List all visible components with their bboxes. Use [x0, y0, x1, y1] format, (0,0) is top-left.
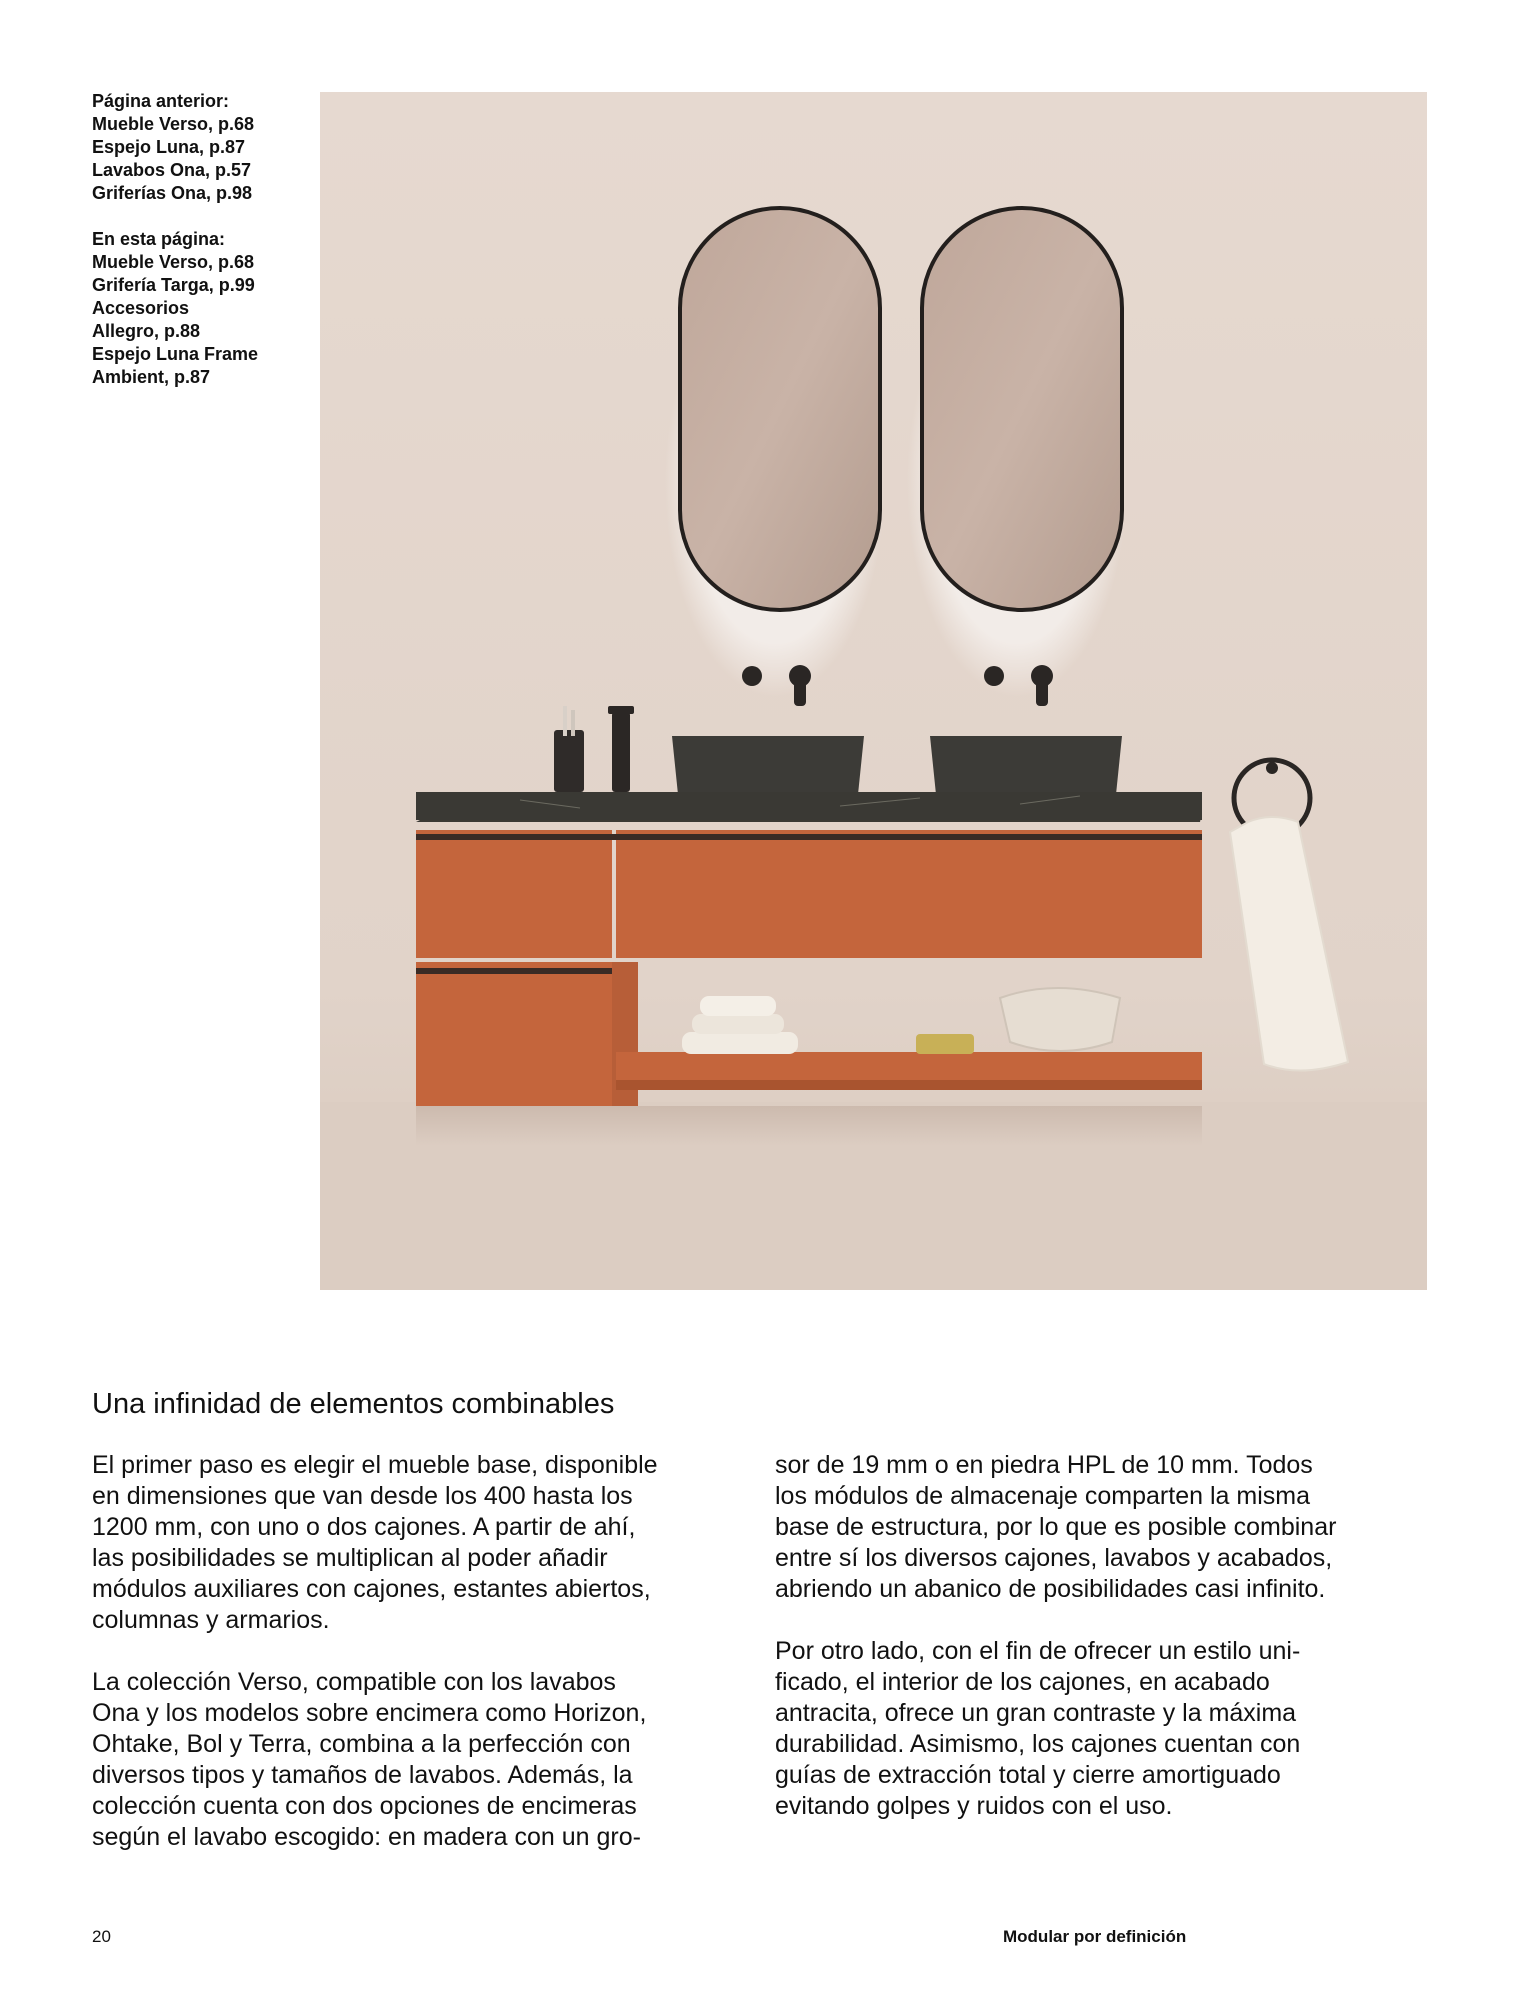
mirror-left [665, 208, 885, 697]
reference-item: Allegro, p.88 [92, 321, 201, 341]
ceramic-bowl [1000, 988, 1120, 1051]
drawer-upper-left [416, 830, 612, 958]
paragraph: Por otro lado, con el fin de ofrecer un estilo uni- ficado, el interior de los cajones, en acabado antracita, ofrece un gran contraste y la máxima durabilidad. Asimismo, los cajones cuentan con guías de extracción total y cierre amortiguado evitando golpes y ruidos con el uso. [775, 1637, 1301, 1820]
previous-page-references [92, 90, 292, 205]
drawer-lower-left [416, 962, 612, 1106]
paragraph: El primer paso es elegir el mueble base, disponible en dimensiones que van desde los 400 hasta los 1200 mm, con uno o dos cajones. A partir de ahí, las posibilidades se multiplican al poder añadir módulos auxiliares con cajones, estantes abiertos, columnas y armarios. [92, 1451, 658, 1634]
reference-item: Grifería Targa, p.99 [92, 275, 255, 295]
product-references [92, 90, 292, 412]
current-page-references [92, 228, 292, 389]
mirror-right [907, 208, 1127, 697]
handle-lower [416, 968, 612, 974]
chapter-title: Modular por definición [1003, 1927, 1187, 1946]
soap-bar [916, 1034, 974, 1054]
countertop-edge [416, 792, 1202, 820]
reference-item: Accesorios [92, 298, 190, 318]
reference-item: Lavabos Ona, p.57 [92, 160, 252, 180]
current-page-heading: En esta página: [92, 229, 226, 249]
drawer-wide [616, 830, 1202, 958]
reference-item: Mueble Verso, p.68 [92, 114, 255, 134]
body-column-left [92, 1450, 742, 1884]
reference-item: Espejo Luna Frame [92, 344, 259, 364]
previous-page-heading: Página anterior: [92, 91, 230, 111]
body-column-right [775, 1450, 1425, 1853]
section-title: Una infinidad de elementos combinables [92, 1388, 615, 1420]
handle-top [416, 834, 1202, 840]
reference-item: Espejo Luna, p.87 [92, 137, 246, 157]
paragraph: sor de 19 mm o en piedra HPL de 10 mm. Todos los módulos de almacenaje comparten la misma base de estructura, por lo que es posible combinar entre sí los diversos cajones, lavabos y acabados, abriendo un abanico de posibilidades casi infinito. [775, 1451, 1337, 1603]
reference-item: Ambient, p.87 [92, 367, 211, 387]
open-shelf [616, 1052, 1202, 1080]
reference-item: Mueble Verso, p.68 [92, 252, 255, 272]
bathroom-product-photo [320, 92, 1427, 1290]
reference-item: Griferías Ona, p.98 [92, 183, 253, 203]
cabinet-shadow [416, 1106, 1202, 1146]
paragraph: La colección Verso, compatible con los lavabos Ona y los modelos sobre encimera como Horizon, Ohtake, Bol y Terra, combina a la perfección con diversos tipos y tamaños de lavabos. Además, la colección cuenta con dos opciones de encimeras según el lavabo escogido: en madera con un gro- [92, 1668, 647, 1851]
page-number: 20 [92, 1927, 111, 1946]
